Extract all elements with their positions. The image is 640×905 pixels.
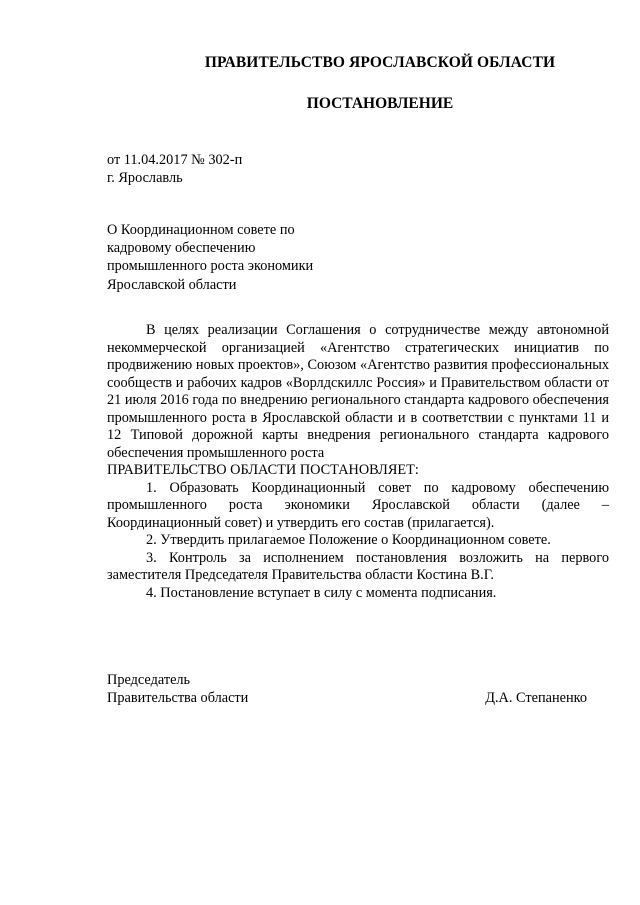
subject-line: Ярославской области (107, 276, 237, 293)
resolution-item-2: 2. Утвердить прилагаемое Положение о Координационном совете. (146, 532, 551, 548)
resolution-item-3: 3. Контроль за исполнением постановления возложить на первого заместителя Председателя Правительства области Костина В.Г. (107, 549, 609, 583)
resolution-item-1: 1. Образовать Координационный совет по кадровому обеспечению промышленного роста экономики Ярославской области (далее – Координационный совет) и утвердить его состав (прилагается). (107, 479, 609, 531)
document-body (107, 322, 609, 602)
signature-row (107, 689, 587, 707)
resolves-heading: ПРАВИТЕЛЬСТВО ОБЛАСТИ ПОСТАНОВЛЯЕТ: (107, 462, 419, 478)
resolution-item-4: 4. Постановление вступает в силу с момента подписания. (146, 584, 497, 601)
signer-position-line1: Председатель (107, 672, 191, 688)
signer-name: Д.А. Степаненко (485, 690, 587, 707)
subject-line: промышленного роста экономики (107, 258, 314, 275)
signer-position-line2: Правительства области (107, 690, 249, 707)
date-number: от 11.04.2017 № 302-п (107, 152, 243, 168)
government-title: ПРАВИТЕЛЬСТВО ЯРОСЛАВСКОЙ ОБЛАСТИ (204, 54, 556, 71)
signature-block (107, 671, 587, 707)
preamble-paragraph: В целях реализации Соглашения о сотрудничестве между автономной некоммерческой организацией «Агентство стратегических инициатив по продвижению новых проектов», Союзом «Агентство развития профессиональных сообществ и рабочих кадров «Ворлдскиллс Россия» и Правительством области от 21 июля 2016 года по внедрению регионального стандарта кадрового обеспечения промышленного роста в Ярославской области и в соответствии с пунктами 11 и 12 Типовой дорожной карты внедрения регионального стандарта кадрового обеспечения промышленного роста (107, 322, 609, 461)
subject-line: кадровому обеспечению (107, 240, 256, 257)
document-subject (107, 221, 313, 294)
city: г. Ярославль (107, 170, 183, 187)
document-meta (107, 151, 242, 187)
document-type-title: ПОСТАНОВЛЕНИЕ (306, 95, 454, 112)
subject-line: О Координационном совете по (107, 222, 295, 238)
